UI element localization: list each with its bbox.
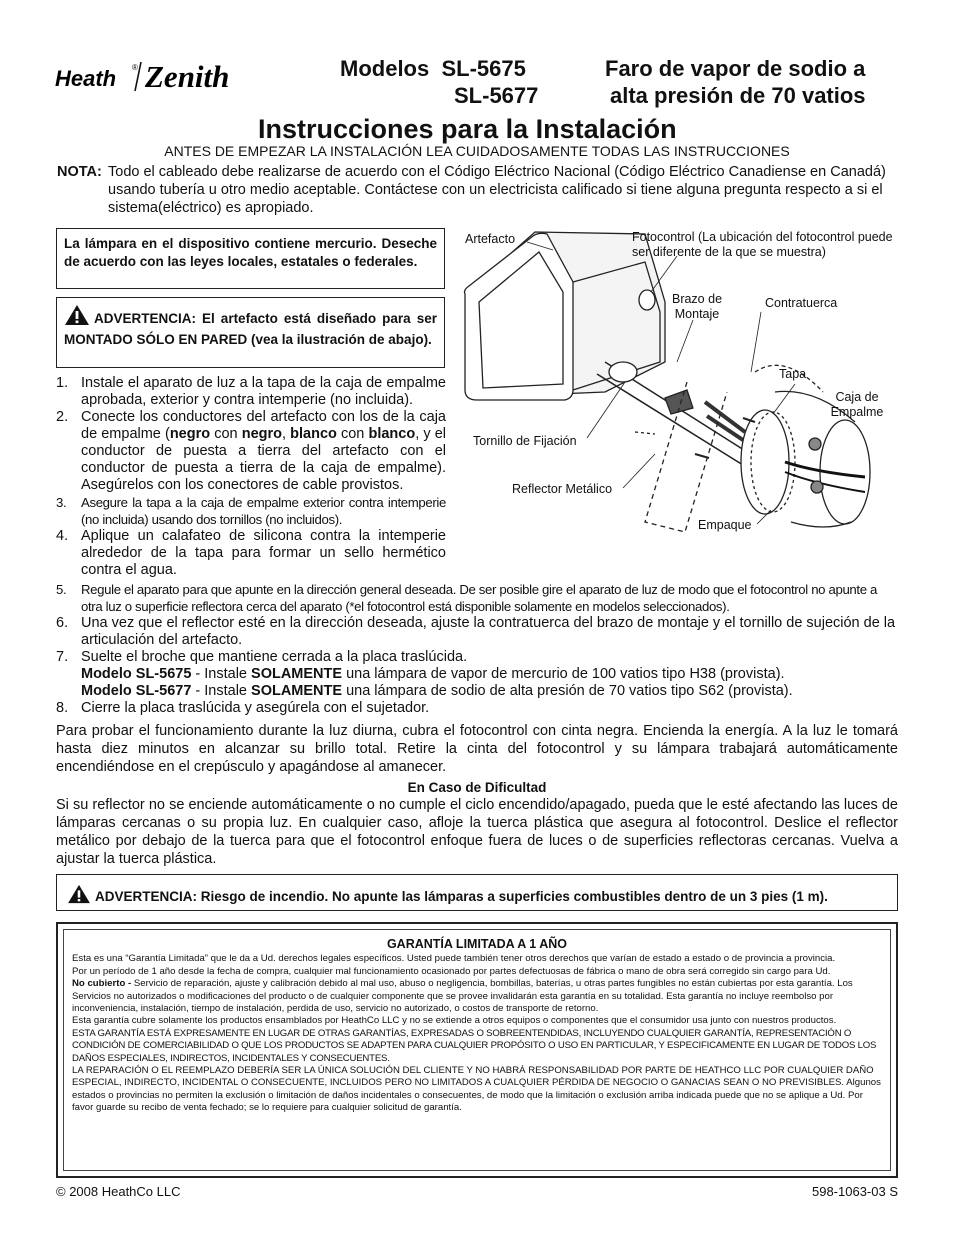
model-2: SL-5677 <box>454 83 539 108</box>
fire-warning-text: ADVERTENCIA: Riesgo de incendio. No apunte las lámparas a superficies combustibles dentro de un 3 pies (1 m). <box>95 889 828 904</box>
label-tornillo: Tornillo de Fijación <box>473 434 577 448</box>
wall-mount-warning <box>56 297 445 368</box>
warranty-p2: Por un período de 1 año desde la fecha de compra, cualquier mal funcionamiento ocasionado por partes defectuosas de fábrica o mano de obra será corregido sin cargo para Ud. <box>72 965 831 977</box>
step-7: 7. Suelte el broche que mantiene cerrada a la placa traslúcida. Modelo SL-5675 - Instale SOLAMENTE una lámpara de vapor de mercurio de 100 vatios tipo H38 (provista). Modelo SL-5677 - Instale SOLAMENTE una lámpara de sodio de alta presión de 70 vatios tipo S62 (provista). <box>56 649 793 699</box>
logo-heath-text: Heath <box>55 66 117 91</box>
wall-mount-warning-text: ADVERTENCIA: El artefacto está diseñado para ser MONTADO SÓLO EN PARED (vea la ilustración de abajo). <box>64 311 437 347</box>
warranty-p3: No cubierto - Servicio de reparación, ajuste y calibración debido al mal uso, abuso o negligencia, bombillas, baterías, u otras partes fungibles no están cubiertas por esta garantía. Los Servicios no autorizados o modificaciones del producto o de cualquier componente que se provee invalidarán esta garantía en su totalidad. Esta garantía no incluye reembolso por inconveniencia, instalación, tiempo de instalación, perdida de uso, servicio no autorizado, o costos de transporte de retorno. <box>72 978 853 1015</box>
model-1: SL-5675 <box>441 56 526 81</box>
copyright: © 2008 HeathCo LLC <box>56 1184 181 1199</box>
step-8: 8. Cierre la placa traslúcida y asegúrela con el sujetador. <box>56 700 430 716</box>
warranty-box <box>56 922 898 1178</box>
subtitle-line-2: alta presión de 70 vatios <box>610 83 866 108</box>
warranty-p1: Esta es una “Garantía Limitada” que le da a Ud. derechos legales específicos. Usted puede también tener otros derechos que varían de estado a estado o de provincia a provincia. <box>72 953 836 965</box>
installation-diagram <box>455 222 903 542</box>
label-tapa: Tapa <box>779 367 807 381</box>
label-caja-empalme: Caja de Empalme <box>830 390 884 419</box>
label-contratuerca: Contratuerca <box>765 296 838 310</box>
step-4: 4. Aplique un calafateo de silicona contra la intemperie alrededor de la tapa para formar un sello hermético contra el agua. <box>56 528 446 578</box>
warranty-p6: LA REPARACIÓN O EL REEMPLAZO DEBERÍA SER LA ÚNICA SOLUCIÓN DEL CLIENTE Y NO HABRÁ RESPONSABILIDAD POR PARTE DE HEATHCO LLC POR CUALQUIER DAÑO ESPECIAL, INDIRECTO, INCIDENTAL O CONSECUENTE, INCLUIDOS PERO NO LIMITADOS A CUALQUIER PÉRDIDA DE NEGOCIO O GANACIAS SEAN O NO PREVISIBLES. Algunos estados o provincias no permiten la exclusión o limitación de daños incidentales o consecuentes, de modo que la limitación o exclusión arriba indicada puede que no se aplique a Ud. Por favor guarde su recibo de venta fechado; se lo requiere para cualquier solicitud de garantía. <box>72 1065 881 1114</box>
warning-icon <box>64 304 90 331</box>
label-artefacto: Artefacto <box>465 232 516 246</box>
label-fotocontrol: Fotocontrol (La ubicación del fotocontrol puede ser diferente de la que se muestra) <box>632 230 893 259</box>
before-starting-notice: ANTES DE EMPEZAR LA INSTALACIÓN LEA CUIDADOSAMENTE TODAS LAS INSTRUCCIONES <box>164 143 790 159</box>
step-1: 1. Instale el aparato de luz a la tapa de la caja de empalme aprobada, exterior y contra intemperie (no incluida). <box>56 375 446 408</box>
label-empaque: Empaque <box>698 518 752 532</box>
step-5: 5. Regule el aparato para que apunte en la dirección general deseada. De ser posible gire el aparato de luz de modo que el fotocontrol no apunte a otra luz o superficie reflectora cerca del aparato (*el fotocontrol está disponible solamente en modelos seleccionados). <box>56 582 878 614</box>
step-3: 3. Asegure la tapa a la caja de empalme exterior contra intemperie (no incluida) usando dos tornillos (no incluidos). <box>56 495 446 527</box>
step-2: 2. Conecte los conductores del artefacto con los de la caja de empalme (negro con negro, blanco con blanco, y el conductor de puesta a tierra del artefacto con el conductor de puesta a tierra de la caja de empalme). Asegúrelos con los conectores de cable provistos. <box>56 409 447 493</box>
svg-text:®: ® <box>132 63 138 72</box>
nota-label: NOTA: <box>57 164 102 180</box>
mercury-notice: La lámpara en el dispositivo contiene mercurio. Deseche de acuerdo con las leyes locales, estatales o federales. <box>56 228 445 289</box>
step-6: 6. Una vez que el reflector esté en la dirección deseada, ajuste la contratuerca del brazo de montaje y el tornillo de sujeción de la articulación del artefacto. <box>56 615 896 648</box>
subtitle-line-1: Faro de vapor de sodio a <box>605 56 866 81</box>
product-subtitle <box>605 55 866 109</box>
warranty-p4: Esta garantía cubre solamente los productos ensamblados por HeathCo LLC y no se extiende a otros equipos o componentes que el consumidor usa junto con nuestros productos. <box>72 1015 837 1027</box>
heath-zenith-logo <box>55 58 270 94</box>
install-steps-1-4 <box>56 375 446 579</box>
warranty-inner <box>63 929 891 1171</box>
difficulty-paragraph: Si su reflector no se enciende automáticamente o no cumple el ciclo encendido/apagado, pueda que le esté afectando las luces de lámparas cercanas o su propia luz. En cualquier caso, afloje la tuerca plástica que asegura al fotocontrol. Deslice el reflector metálico por debajo de la tuerca para que el fotocontrol enfoque fuera de luces o de superficies reflectoras cercanas. Vuelva a ajustar la tuerca plástica. <box>56 797 898 867</box>
daylight-test-paragraph: Para probar el funcionamiento durante la luz diurna, cubra el fotocontrol con cinta negra. Encienda la energía. A la luz le tomará hasta diez minutos en alcanzar su brillo total. Retire la cinta del fotocontrol y su lámpara trabajará automáticamente encendiéndose en el crepúsculo y apagándose al amanecer. <box>56 723 898 775</box>
install-steps-5-8 <box>56 581 898 717</box>
warning-icon <box>67 884 91 907</box>
fire-warning <box>56 874 898 911</box>
nota-block <box>57 163 897 217</box>
difficulty-heading: En Caso de Dificultad <box>407 780 547 795</box>
logo-zenith-text: Zenith <box>145 59 230 94</box>
models-heading <box>340 55 538 109</box>
document-code: 598-1063-03 S <box>811 1184 898 1199</box>
warranty-title: GARANTÍA LIMITADA A 1 AÑO <box>386 937 568 951</box>
models-label: Modelos <box>340 56 430 81</box>
label-brazo-montaje: Brazo de Montaje <box>671 292 723 321</box>
nota-text: Todo el cableado debe realizarse de acuerdo con el Código Eléctrico Nacional (Código Eléctrico Canadiense en Canadá) usando tubería u otro medio aceptable. Contáctese con un electricista calificado si tiene alguna pregunta respecto a si el sistema(eléctrico) es apropiado. <box>108 164 886 216</box>
label-reflector: Reflector Metálico <box>512 482 613 496</box>
warranty-p5: ESTA GARANTÍA ESTÁ EXPRESAMENTE EN LUGAR DE OTRAS GARANTÍAS, EXPRESADAS O SOBREENTENDIDAS, INCLUYENDO CUALQUIER GARANTÍA, REPRESENTACIÓN O CONDICIÓN DE COMERCIABILIDAD O QUE LOS PRODUCTOS SE ADAPTEN PARA CUALQUIER PROPÓSITO O USO EN PARTICULAR, Y ESPECIFICAMENTE EN LUGAR DE TODOS LOS DAÑOS ESPECIALES, INDIRECTOS, INCIDENTALES Y CONSECUENTES. <box>72 1027 877 1064</box>
page-title: Instrucciones para la Instalación <box>258 114 677 144</box>
